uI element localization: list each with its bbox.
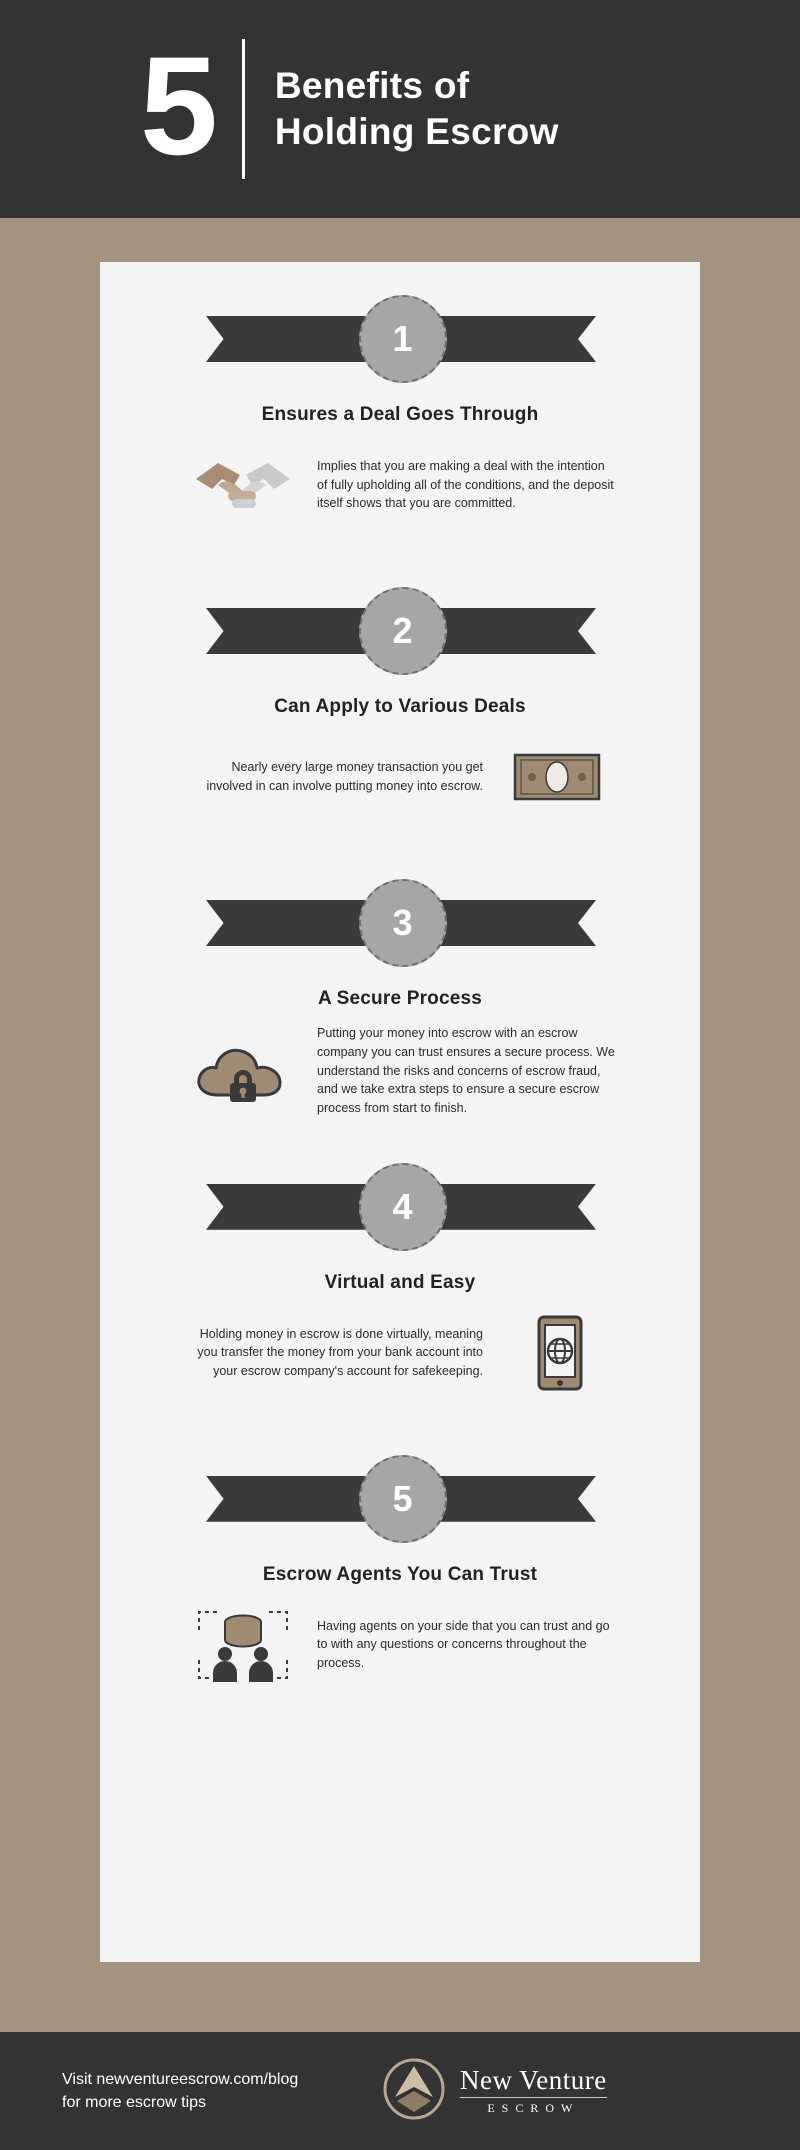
banner-5 [100, 1440, 700, 1558]
header-number: 5 [140, 26, 214, 184]
benefit-text-3: Putting your money into escrow with an escrow company you can trust ensures a secure process. We understand the risks and concerns of escrow fraud, and we take extra steps to ensure a secure escrow process from start to finish. [317, 1026, 615, 1115]
banner-4 [100, 1148, 700, 1266]
footer-cta [62, 2068, 362, 2114]
benefit-section-2 [100, 530, 700, 822]
benefit-title-4: Virtual and Easy [324, 1271, 476, 1293]
header-divider [242, 39, 245, 179]
content-card [100, 262, 700, 1962]
benefit-section-3 [100, 822, 700, 1118]
banner-2 [100, 572, 700, 690]
benefit-title-2: Can Apply to Various Deals [274, 696, 526, 717]
brand-lockup [382, 2057, 607, 2126]
agents-coins-icon [183, 1600, 303, 1690]
benefit-section-1 [100, 262, 700, 530]
footer [0, 2032, 800, 2150]
page-title-line1: Benefits of [274, 64, 470, 106]
benefit-text-4: Holding money in escrow is done virtually, meaning you transfer the money from your bank account into your escrow company's account for safekeeping. [197, 1326, 483, 1379]
step-number-1: 1 [359, 295, 447, 383]
benefit-text-2: Nearly every large money transaction you get involved in can involve putting money into escrow. [206, 760, 483, 793]
brand-subtitle: ESCROW [460, 2097, 607, 2116]
footer-cta-line1[interactable]: Visit newventureescrow.com/blog [62, 2070, 299, 2088]
benefit-content-2 [100, 732, 700, 822]
benefit-title-5: Escrow Agents You Can Trust [262, 1563, 538, 1585]
step-number-2: 2 [359, 587, 447, 675]
benefit-section-4 [100, 1118, 700, 1398]
step-number-5: 5 [359, 1455, 447, 1543]
benefit-content-4 [100, 1308, 700, 1398]
footer-cta-line2: for more escrow tips [62, 2094, 207, 2111]
benefit-title-1: Ensures a Deal Goes Through [261, 404, 539, 425]
handshake-icon [183, 440, 303, 530]
logo-icon [382, 2057, 446, 2126]
mobile-globe-icon [497, 1308, 617, 1398]
benefit-title-3: A Secure Process [317, 988, 483, 1009]
benefit-section-5 [100, 1398, 700, 1690]
benefit-content-5 [100, 1600, 700, 1690]
cloud-lock-icon [183, 1026, 303, 1116]
step-number-3: 3 [359, 879, 447, 967]
banner-1 [100, 280, 700, 398]
page-title-line2: Holding Escrow [274, 111, 559, 152]
benefit-text-5: Having agents on your side that you can trust and go to with any questions or concerns throughout the process. [317, 1618, 610, 1671]
page-title [275, 63, 559, 156]
brand-text [460, 2066, 607, 2116]
header [0, 0, 800, 218]
benefit-content-1 [100, 440, 700, 530]
benefit-content-3 [100, 1024, 700, 1118]
banknote-icon [497, 732, 617, 822]
benefit-text-1: Implies that you are making a deal with the intention of fully upholding all of the conditions, and the deposit itself shows that you are committed. [317, 458, 614, 511]
step-number-4: 4 [359, 1163, 447, 1251]
brand-name: New Venture [460, 2064, 607, 2095]
banner-3 [100, 864, 700, 982]
